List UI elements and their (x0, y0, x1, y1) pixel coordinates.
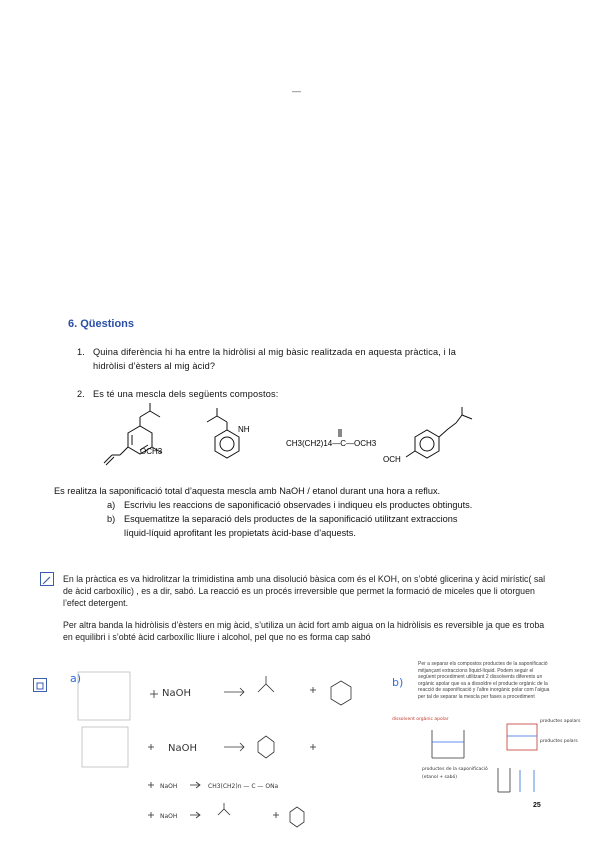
question-number: 2. (77, 389, 85, 399)
compound-3-structure (339, 429, 341, 437)
subquestion-text: Esquematitze la separació dels productes de la saponificació utilitzant extraccions (124, 514, 458, 524)
label-apolar-products: productes apolars (540, 719, 581, 724)
handwritten-reactions (78, 672, 388, 842)
question-text-cont: hidròlisi d’èsters al mig àcid? (93, 361, 216, 371)
question-text: Quina diferència hi ha entre la hidròlisi al mig bàsic realitzada en aquesta pràctica, i la (93, 347, 456, 357)
compound-3-formula: CH3(CH2)14—C—OCH3 (286, 439, 377, 448)
subquestion-a (107, 498, 527, 512)
edit-icon (33, 678, 47, 692)
label-ethanol-soap: (etanol + sabó) (422, 775, 458, 780)
question-2 (77, 387, 497, 401)
answer-b-label: b) (392, 676, 404, 689)
top-mark: — (292, 86, 301, 96)
product-formula: CH3(CH2)n — C — ONa (208, 783, 279, 790)
page-number: 25 (533, 802, 541, 809)
label-saponification-products: productes de la saponificació (422, 767, 488, 772)
label-polar-products: productes polars (540, 739, 578, 744)
label-apolar-solvent: dissolvent orgànic apolar (392, 717, 449, 722)
separation-diagram (392, 712, 581, 802)
answer-a-label: a) (70, 672, 82, 685)
compound-2-label: NH (238, 425, 250, 434)
compound-structures (90, 405, 510, 480)
answer-1-paragraph-2: Per altra banda la hidròlisis d’èsters en mig àcid, s’utiliza un àcid fort amb aigua on la hidròlisis es reversible ja que es troba en equilibri i s’obté àcid carboxílic lliure i alcohol, pel que no es forma cap sabó (63, 620, 545, 642)
question-text: Es té una mescla dels següents compostos: (93, 389, 279, 399)
subquestion-label: b) (107, 514, 116, 524)
subquestion-text: Escriviu les reaccions de saponificació observades i indiqueu els productes obtinguts. (124, 500, 473, 510)
reagent-label: NaOH (168, 743, 197, 754)
compound-4-label: OCH (383, 455, 401, 464)
compound-2-structure (207, 408, 239, 458)
subquestion-b (107, 512, 527, 540)
separation-note: Per a separar els compostos productes de la saponificació mitjançant extraccions líquid-líquid. Podem seguir el següent procediment utilitzant 2 dissolvents diferents un orgànic apolar que va a dissoldre el producte orgànic de la reacció de saponificació y l’altre inorgànic polar com l’aigua per tal de separar la mescla per fases a procediment (418, 661, 550, 700)
reagent-label: NaOH (160, 813, 178, 820)
compound-4-structure (406, 407, 472, 458)
section-title: 6. Qüestions (68, 318, 135, 330)
reagent-label: NaOH (162, 688, 191, 699)
reagent-label: NaOH (160, 783, 178, 790)
subquestions (107, 498, 527, 540)
compound-1-label: OCH3 (140, 447, 163, 456)
saponification-statement: Es realitza la saponificació total d’aquesta mescla amb NaOH / etanol durant una hora a reflux. (54, 486, 441, 496)
subquestion-label: a) (107, 500, 116, 510)
subquestion-text-cont: líquid-líquid aprofitant les propietats àcid-base d’aquests. (124, 528, 356, 538)
edit-icon (40, 572, 54, 586)
question-number: 1. (77, 347, 85, 357)
question-1 (77, 345, 497, 373)
answer-1-paragraph-1: En la pràctica es va hidrolitzar la trimidistina amb una disolució bàsica com és el KOH, on s’obté glicerina y àcid mirístic( sal de àcid carboxílic) , es a dir, sabó. La reacció es un procés irreversible que permet la formació de miceles que li otorguen l’efect detergent. (63, 574, 546, 608)
